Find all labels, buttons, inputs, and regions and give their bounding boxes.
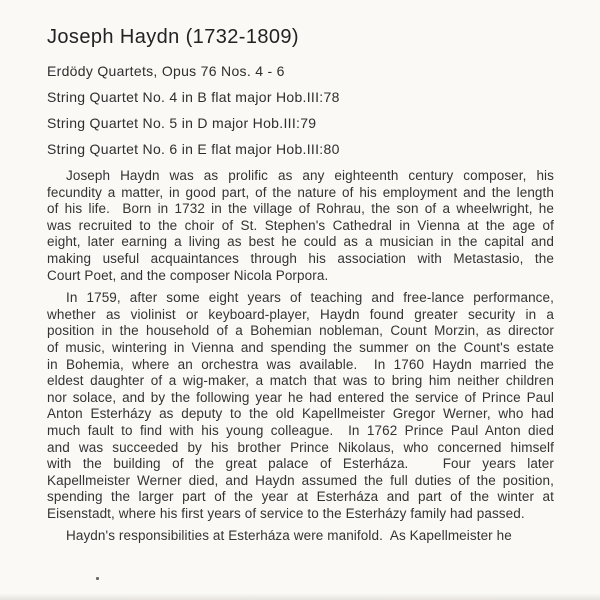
text-line: position in the household of a Bohemian nobleman, Count Morzin, as director <box>47 323 554 339</box>
text-line: and was succeeded by his brother Prince Nikolaus, who concerned himself <box>47 439 554 455</box>
text-line: Haydn's responsibilities at Esterháza were manifold. As Kapellmeister he <box>66 528 512 544</box>
text-line: fecundity a matter, in good part, of the nature of his employment and the length <box>47 184 554 200</box>
text-line: making useful acquaintances through his association with Metastasio, the <box>47 250 554 266</box>
text-line: eldest daughter of a wig-maker, a match that was to bring him neither children <box>47 373 554 389</box>
scan-speck <box>96 577 99 580</box>
text-line: eight, later earning a living as best he could as a musician in the capital and <box>47 234 554 250</box>
work-list <box>47 89 554 158</box>
work-item: String Quartet No. 5 in D major Hob.III:79 <box>47 115 317 131</box>
text-line: in Bohemia, where an orchestra was available. In 1760 Haydn married the <box>47 356 554 372</box>
text-line: Court Poet, and the composer Nicola Porpora. <box>47 267 329 283</box>
text-line: much fault to find with his young colleague. In 1762 Prince Paul Anton died <box>47 422 554 438</box>
text-line: spending the larger part of the year at Esterháza and part of the winter at <box>47 489 554 505</box>
text-line: with the building of the great palace of Esterháza. Four years later <box>47 456 554 472</box>
text-line: Kapellmeister Werner died, and Haydn assumed the full duties of the position, <box>47 472 554 488</box>
text-line: Eisenstadt, where his first years of service to the Esterházy family had passed. <box>47 505 525 521</box>
text-line: nor solace, and by the following year he had entered the service of Prince Paul <box>47 389 554 405</box>
text-line: Anton Esterházy as deputy to the old Kapellmeister Gregor Werner, who had <box>47 406 554 422</box>
text-line: In 1759, after some eight years of teaching and free-lance performance, <box>66 290 554 306</box>
paragraph <box>47 528 554 545</box>
text-line: Joseph Haydn was as prolific as any eighteenth century composer, his <box>66 168 554 183</box>
text-line: of music, wintering in Vienna and spending the summer on the Count's estate <box>47 339 554 355</box>
work-item: String Quartet No. 4 in B flat major Hob.III:78 <box>47 89 340 105</box>
paragraph <box>47 290 554 522</box>
liner-notes <box>47 168 554 545</box>
scan-edge-shadow <box>0 593 600 600</box>
text-line: of his life. Born in 1732 in the village of Rohrau, the son of a wheelwright, he <box>47 201 554 217</box>
album-subtitle: Erdödy Quartets, Opus 76 Nos. 4 - 6 <box>47 63 285 79</box>
text-line: was recruited to the choir of St. Stephen's Cathedral in Vienna at the age of <box>47 217 554 233</box>
paragraph <box>47 168 554 284</box>
page-title: Joseph Haydn (1732-1809) <box>47 26 299 48</box>
text-line: whether as violinist or keyboard-player, Haydn found greater security in a <box>47 306 554 322</box>
work-item: String Quartet No. 6 in E flat major Hob.III:80 <box>47 141 340 157</box>
page-content <box>47 25 554 551</box>
